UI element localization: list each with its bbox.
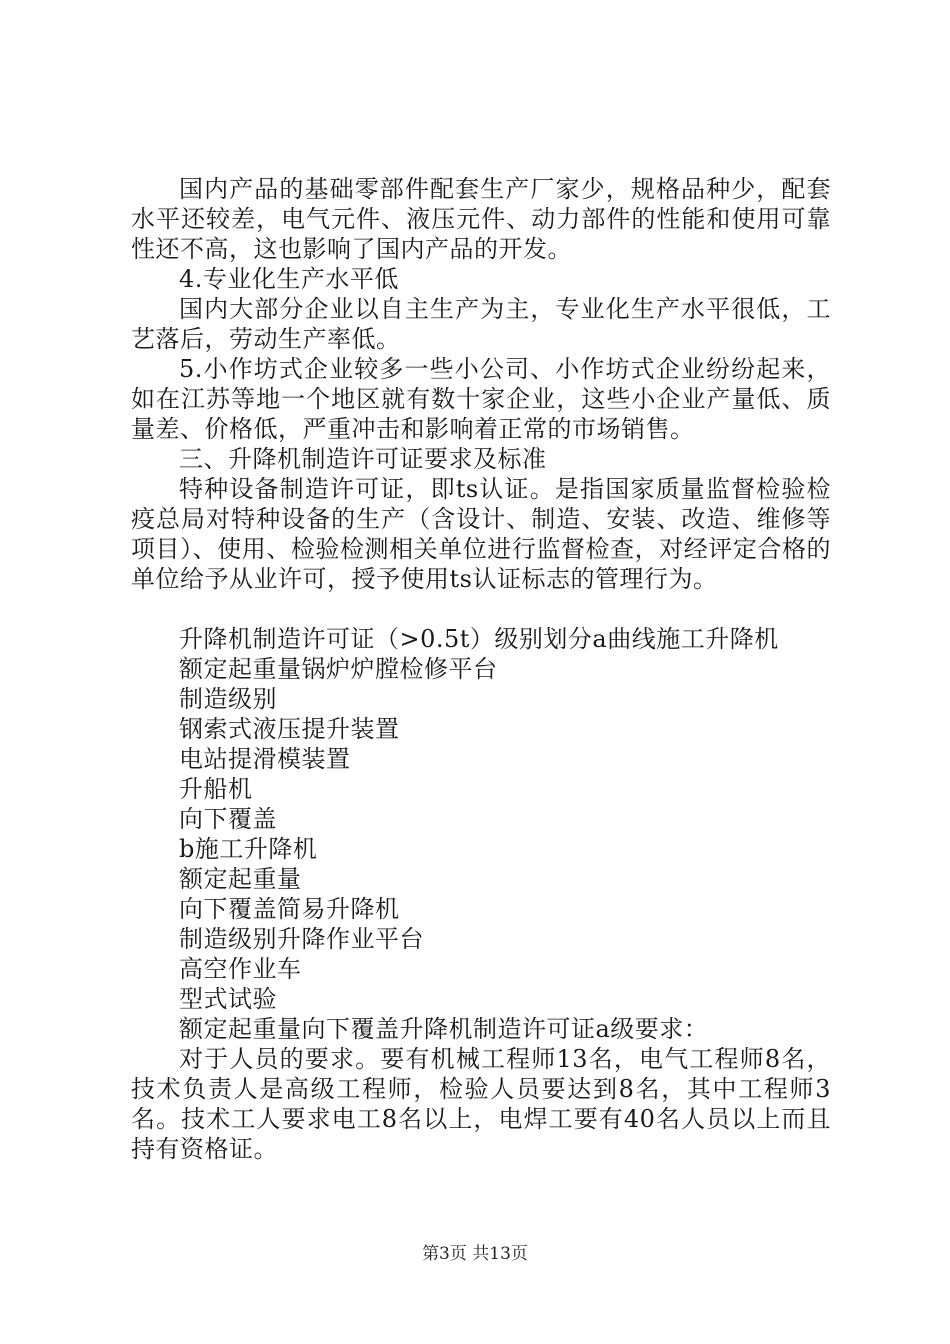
list-line: 型式试验 (179, 985, 277, 1013)
paragraph-specialization: 国内大部分企业以自主生产为主，专业化生产水平很低，工艺落后，劳动生产率低。 (131, 295, 831, 353)
list-line: b施工升降机 (179, 835, 318, 863)
list-line: 高空作业车 (179, 955, 302, 983)
heading-specialization: 4.专业化生产水平低 (179, 265, 399, 293)
list-line: 额定起重量向下覆盖升降机制造许可证a级要求： (179, 1015, 709, 1043)
paragraph-component-supply: 国内产品的基础零部件配套生产厂家少，规格品种少，配套水平还较差，电气元件、液压元件、动力部件的性能和使用可靠性还不高，这也影响了国内产品的开发。 (131, 175, 831, 263)
list-line: 制造级别 (179, 685, 277, 713)
paragraph-ts-certification: 特种设备制造许可证，即ts认证。是指国家质量监督检验检疫总局对特种设备的生产（含设计、制造、安装、改造、维修等项目）、使用、检验检测相关单位进行监督检查，对经评定合格的单位给予从业许可，授予使用ts认证标志的管理行为。 (131, 475, 831, 593)
list-line: 电站提滑模装置 (179, 745, 351, 773)
list-line: 升降机制造许可证（>0.5t）级别划分a曲线施工升降机 (179, 625, 779, 653)
list-line: 钢索式液压提升装置 (179, 715, 400, 743)
list-line: 制造级别升降作业平台 (179, 925, 424, 953)
list-line: 额定起重量 (179, 865, 302, 893)
list-line: 向下覆盖简易升降机 (179, 895, 400, 923)
list-line: 向下覆盖 (179, 805, 277, 833)
page-number-footer: 第3页 共13页 (422, 1244, 528, 1264)
paragraph-personnel-requirements: 对于人员的要求。要有机械工程师13名，电气工程师8名，技术负责人是高级工程师，检验人员要达到8名，其中工程师3名。技术工人要求电工8名以上，电焊工要有40名人员以上而且持有资格证。 (131, 1045, 831, 1163)
list-line: 升船机 (179, 775, 253, 803)
list-line: 额定起重量锅炉炉膛检修平台 (179, 655, 498, 683)
blank-line (131, 594, 831, 624)
document-body (131, 174, 831, 1164)
section-heading-license: 三、升降机制造许可证要求及标准 (179, 445, 547, 473)
paragraph-small-workshops: 5.小作坊式企业较多一些小公司、小作坊式企业纷纷起来，如在江苏等地一个地区就有数十家企业，这些小企业产量低、质量差、价格低，严重冲击和影响着正常的市场销售。 (131, 355, 831, 443)
